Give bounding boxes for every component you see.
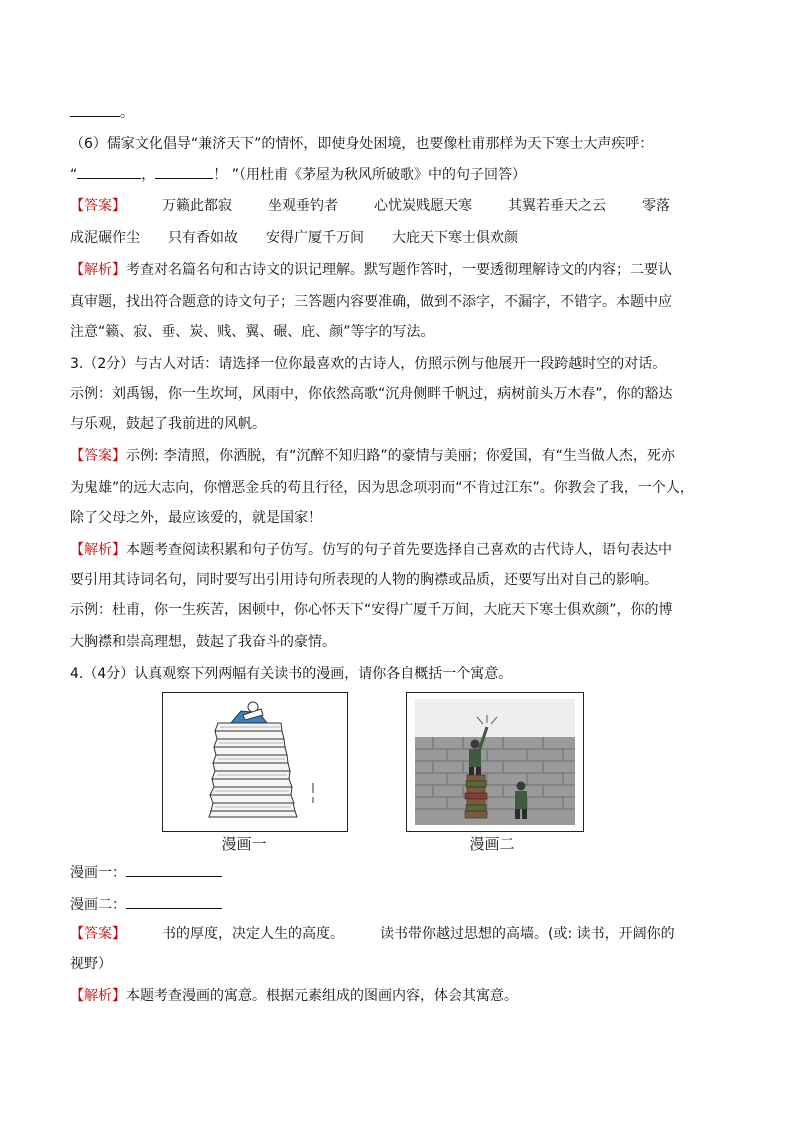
- wall-climb-illustration: [407, 693, 583, 831]
- answer-label: 【答案】: [70, 448, 126, 464]
- q4-analysis: 【解析】本题考查漫画的寓意。根据元素组成的图画内容，体会其寓意。: [70, 988, 518, 1004]
- analysis-label: 【解析】: [70, 262, 126, 278]
- cartoon-two: [406, 692, 584, 832]
- q3-analysis-3: 示例：杜甫，你一生疾苦，困顿中，你心怀天下“安得广厦千万间，大庇天下寒士俱欢颜”，你的博: [70, 602, 673, 618]
- q3-example-2: 与乐观，鼓起了我前进的风帆。: [70, 416, 266, 432]
- q6-prompt: （6）儒家文化倡导“兼济天下”的情怀，即使身处困境，也要像杜甫那样为天下寒士大声疾呼：: [70, 136, 654, 152]
- q4-blank-1: 漫画一：: [70, 862, 730, 883]
- q4-answer-2: 视野）: [70, 956, 112, 972]
- fill-blank: [77, 164, 141, 179]
- cartoon-one-caption: 漫画一: [221, 835, 267, 853]
- q3-answer-2: 为鬼雄”的远大志向，你憎恶金兵的苟且行径，因为思念项羽而“不肯过江东”。你教会了我，一个人，: [70, 480, 694, 496]
- q6-blanks: “ ， ！ ”（用杜甫《茅屋为秋风所破歌》中的句子回答）: [70, 164, 730, 185]
- q5-continuation: 。: [70, 102, 730, 123]
- q3-example-1: 示例：刘禹锡，你一生坎坷，风雨中，你依然高歌“沉舟侧畔千帆过，病树前头万木春”，你的豁达: [70, 386, 673, 402]
- q3-analysis-2: 要引用其诗词名句，同时要写出引用诗句所表现的人物的胸襟或品质，还要写出对自己的影响。: [70, 572, 658, 588]
- q3-answer-3: 除了父母之外，最应该爱的，就是国家！: [70, 510, 322, 526]
- fill-blank: [126, 894, 222, 909]
- analysis-label: 【解析】: [70, 988, 126, 1004]
- analysis-line-2: 真审题，找出符合题意的诗文句子；三答题内容要准确，做到不添字，不漏字，不错字。本题中应: [70, 294, 672, 310]
- fill-blank: [155, 164, 213, 179]
- answer-label: 【答案】: [70, 926, 126, 942]
- cartoon-two-caption: 漫画二: [469, 835, 515, 853]
- q3-answer-1: 【答案】示例: 李清照，你洒脱，有“沉醉不知归路”的豪情与美丽；你爱国，有“生当做人杰，死亦: [70, 448, 675, 464]
- q4-blank-2: 漫画二：: [70, 894, 730, 915]
- analysis-label: 【解析】: [70, 542, 126, 558]
- answer-line-1: 【答案】 万籁此都寂 坐观垂钓者 心忧炭贱愿天寒 其翼若垂天之云 零落: [70, 198, 670, 214]
- answer-line-2: 成泥碾作尘 只有香如故 安得广厦千万间 大庇天下寒士俱欢颜: [70, 230, 518, 246]
- q3-title: 3.（2分）与古人对话：请选择一位你最喜欢的古诗人，仿照示例与他展开一段跨越时空的对话。: [70, 356, 667, 372]
- fill-blank: [126, 862, 222, 877]
- cartoon-one: [162, 692, 348, 832]
- q4-title: 4.（4分）认真观察下列两幅有关读书的漫画，请你各自概括一个寓意。: [70, 666, 513, 682]
- answer-label: 【答案】: [70, 198, 126, 214]
- q3-analysis-1: 【解析】本题考查阅读积累和句子仿写。仿写的句子首先要选择自己喜欢的古代诗人，语句表达中: [70, 542, 672, 558]
- q3-analysis-4: 大胸襟和崇高理想，鼓起了我奋斗的豪情。: [70, 634, 336, 650]
- fill-blank: [70, 102, 120, 117]
- book-stack-illustration: [163, 693, 347, 831]
- q4-answer-1: 【答案】 书的厚度，决定人生的高度。 读书带你越过思想的高墙。(或: 读书，开阔你的: [70, 926, 675, 942]
- analysis-line-1: 【解析】考查对名篇名句和古诗文的识记理解。默写题作答时，一要透彻理解诗文的内容；二要认: [70, 262, 672, 278]
- analysis-line-3: 注意“籁、寂、垂、炭、贱、翼、碾、庇、颜”等字的写法。: [70, 324, 435, 340]
